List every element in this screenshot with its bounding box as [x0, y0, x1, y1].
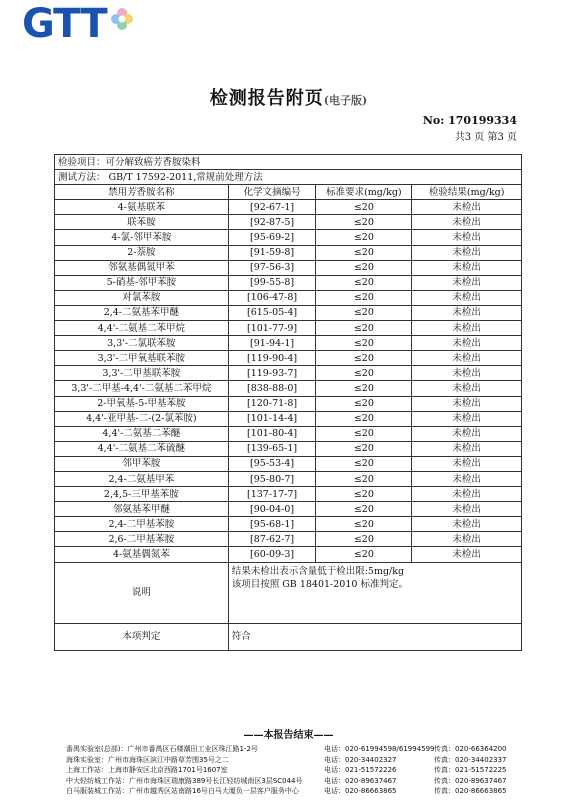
table-row	[55, 487, 522, 502]
cell-cas-number: [87-62-7]	[228, 532, 316, 547]
cell-result: 未检出	[412, 230, 522, 245]
cell-result: 未检出	[412, 517, 522, 532]
table-row	[55, 381, 522, 396]
cell-amine-name: 2,4-二氨基甲苯	[55, 471, 229, 486]
footer-phone: 电话：020-86663865	[324, 787, 397, 796]
footer-phone: 电话：021-51572226	[324, 766, 397, 775]
cell-cas-number: [120-71-8]	[228, 396, 316, 411]
results-table	[54, 154, 522, 651]
col-header-limit: 标准要求(mg/kg)	[316, 185, 412, 200]
cell-amine-name: 4,4'-二氨基二苯甲烷	[55, 321, 229, 336]
cell-result: 未检出	[412, 547, 522, 562]
cell-limit: ≤20	[316, 502, 412, 517]
cell-limit: ≤20	[316, 441, 412, 456]
cell-cas-number: [838-88-0]	[228, 381, 316, 396]
cell-limit: ≤20	[316, 487, 412, 502]
cell-result: 未检出	[412, 290, 522, 305]
col-header-result: 检验结果(mg/kg)	[412, 185, 522, 200]
test-item: 检验项目：可分解致癌芳香胺染料	[55, 155, 522, 170]
notes-content	[228, 562, 521, 623]
cell-amine-name: 4,4'-二氨基二苯醚	[55, 426, 229, 441]
company-logo	[22, 1, 135, 47]
cell-amine-name: 4,4'-亚甲基-二-(2-氯苯胺)	[55, 411, 229, 426]
cell-limit: ≤20	[316, 351, 412, 366]
cell-amine-name: 2,4-二氨基苯甲醚	[55, 305, 229, 320]
cell-result: 未检出	[412, 245, 522, 260]
cell-result: 未检出	[412, 351, 522, 366]
table-row	[55, 321, 522, 336]
cell-result: 未检出	[412, 321, 522, 336]
cell-cas-number: [92-67-1]	[228, 200, 316, 215]
cell-cas-number: [99-55-8]	[228, 275, 316, 290]
footer-fax: 传真：020-86663865	[434, 787, 507, 796]
table-row	[55, 396, 522, 411]
cell-cas-number: [95-53-4]	[228, 456, 316, 471]
cell-result: 未检出	[412, 381, 522, 396]
cell-amine-name: 2,4,5-三甲基苯胺	[55, 487, 229, 502]
footer-fax: 传真：020-89637467	[434, 776, 507, 785]
cell-cas-number: [615-05-4]	[228, 305, 316, 320]
cell-cas-number: [137-17-7]	[228, 487, 316, 502]
table-row	[55, 502, 522, 517]
table-row	[55, 366, 522, 381]
logo-flower-icon	[109, 6, 135, 32]
cell-amine-name: 4-氨基联苯	[55, 200, 229, 215]
cell-limit: ≤20	[316, 471, 412, 486]
table-row	[55, 245, 522, 260]
cell-cas-number: [90-04-0]	[228, 502, 316, 517]
notes-label: 说明	[55, 562, 229, 623]
footer-address: 白马服装城工作站：广州市越秀区站南路16号白马大厦负一层客户服务中心	[66, 787, 299, 796]
table-row	[55, 305, 522, 320]
cell-result: 未检出	[412, 441, 522, 456]
cell-amine-name: 2,4-二甲基苯胺	[55, 517, 229, 532]
notes-line-2: 该项目按照 GB 18401-2010 标准判定。	[231, 578, 408, 590]
cell-cas-number: [95-69-2]	[228, 230, 316, 245]
cell-limit: ≤20	[316, 275, 412, 290]
cell-amine-name: 3,3'-二甲氧基联苯胺	[55, 351, 229, 366]
cell-cas-number: [91-59-8]	[228, 245, 316, 260]
cell-cas-number: [139-65-1]	[228, 441, 316, 456]
footer-contacts	[66, 744, 536, 797]
footer-line	[66, 744, 536, 755]
report-end-text: ——本报告结束——	[243, 730, 334, 741]
table-row	[55, 411, 522, 426]
cell-limit: ≤20	[316, 426, 412, 441]
cell-limit: ≤20	[316, 517, 412, 532]
footer-address: 上海工作站：上海市静安区北京西路1701号1607室	[66, 766, 228, 775]
test-method: 测试方法： GB/T 17592-2011,常规前处理方法	[55, 170, 522, 185]
table-row	[55, 471, 522, 486]
table-row	[55, 260, 522, 275]
cell-cas-number: [95-68-1]	[228, 517, 316, 532]
cell-limit: ≤20	[316, 305, 412, 320]
notes-line-1: 结果未检出表示含量低于检出限:5mg/kg	[231, 565, 405, 577]
cell-limit: ≤20	[316, 532, 412, 547]
cell-limit: ≤20	[316, 411, 412, 426]
cell-cas-number: [119-93-7]	[228, 366, 316, 381]
footer-line	[66, 755, 536, 766]
footer-line	[66, 776, 536, 787]
report-number: No: 170199334	[422, 114, 517, 127]
cell-amine-name: 4-氨基偶氮苯	[55, 547, 229, 562]
footer-fax: 传真：020-66364200	[434, 745, 507, 753]
cell-cas-number: [91-94-1]	[228, 336, 316, 351]
footer-phone: 电话：020-89637467	[324, 776, 397, 785]
cell-limit: ≤20	[316, 381, 412, 396]
cell-result: 未检出	[412, 532, 522, 547]
table-row	[55, 215, 522, 230]
cell-limit: ≤20	[316, 215, 412, 230]
cell-limit: ≤20	[316, 290, 412, 305]
col-header-cas: 化学文摘编号	[228, 185, 316, 200]
cell-cas-number: [101-80-4]	[228, 426, 316, 441]
cell-result: 未检出	[412, 366, 522, 381]
cell-limit: ≤20	[316, 336, 412, 351]
cell-result: 未检出	[412, 411, 522, 426]
table-row	[55, 517, 522, 532]
cell-limit: ≤20	[316, 321, 412, 336]
cell-cas-number: [119-90-4]	[228, 351, 316, 366]
cell-cas-number: [92-87-5]	[228, 215, 316, 230]
col-header-name: 禁用芳香胺名称	[55, 185, 229, 200]
cell-result: 未检出	[412, 456, 522, 471]
logo-text: GTT	[22, 1, 107, 47]
cell-limit: ≤20	[316, 200, 412, 215]
verdict-value: 符合	[228, 623, 521, 650]
info-row-item	[55, 155, 522, 170]
cell-amine-name: 3,3'-二甲基联苯胺	[55, 366, 229, 381]
cell-limit: ≤20	[316, 456, 412, 471]
table-row	[55, 547, 522, 562]
cell-amine-name: 5-硝基-邻甲苯胺	[55, 275, 229, 290]
table-row	[55, 426, 522, 441]
cell-limit: ≤20	[316, 366, 412, 381]
cell-amine-name: 2,6-二甲基苯胺	[55, 532, 229, 547]
cell-amine-name: 2-萘胺	[55, 245, 229, 260]
cell-result: 未检出	[412, 487, 522, 502]
cell-result: 未检出	[412, 305, 522, 320]
cell-amine-name: 2-甲氧基-5-甲基苯胺	[55, 396, 229, 411]
footer-address: 海珠实验室：广州市海珠区滨江中路草芳围35号之二	[66, 755, 229, 764]
cell-result: 未检出	[412, 215, 522, 230]
table-row	[55, 336, 522, 351]
verdict-label: 本项判定	[55, 623, 229, 650]
table-row	[55, 275, 522, 290]
cell-cas-number: [101-14-4]	[228, 411, 316, 426]
cell-limit: ≤20	[316, 230, 412, 245]
page-info: 共3 页 第3 页	[454, 132, 517, 143]
footer-fax: 传真：021-51572225	[434, 766, 507, 775]
cell-limit: ≤20	[316, 396, 412, 411]
cell-amine-name: 4,4'-二氨基二苯硫醚	[55, 441, 229, 456]
cell-result: 未检出	[412, 275, 522, 290]
cell-amine-name: 4-氯-邻甲苯胺	[55, 230, 229, 245]
cell-limit: ≤20	[316, 547, 412, 562]
footer-line	[66, 765, 536, 776]
cell-amine-name: 邻氨基偶氮甲苯	[55, 260, 229, 275]
notes-row	[55, 562, 522, 623]
cell-amine-name: 3,3'-二氯联苯胺	[55, 336, 229, 351]
cell-cas-number: [97-56-3]	[228, 260, 316, 275]
cell-amine-name: 3,3'-二甲基-4,4'-二氨基二苯甲烷	[55, 381, 229, 396]
footer-phone: 电话：020-34402327	[324, 755, 397, 764]
header-row	[55, 185, 522, 200]
verdict-row	[55, 623, 522, 650]
cell-limit: ≤20	[316, 245, 412, 260]
footer-fax: 传真：020-34402337	[434, 755, 507, 764]
table-row	[55, 230, 522, 245]
footer-phone: 电话：020-61994598/61994599	[324, 745, 435, 753]
title-subtitle: (电子版)	[323, 94, 368, 107]
table-row	[55, 441, 522, 456]
cell-result: 未检出	[412, 396, 522, 411]
cell-result: 未检出	[412, 260, 522, 275]
cell-result: 未检出	[412, 426, 522, 441]
cell-amine-name: 对氯苯胺	[55, 290, 229, 305]
title-main: 检测报告附页	[209, 88, 324, 109]
footer-address: 中大轻纺城工作站：广州市海珠区瑞康路389号长江轻纺城南区3层SC044号	[66, 776, 303, 785]
cell-cas-number: [106-47-8]	[228, 290, 316, 305]
cell-amine-name: 邻甲苯胺	[55, 456, 229, 471]
page-title	[0, 84, 577, 110]
info-row-method	[55, 170, 522, 185]
cell-cas-number: [95-80-7]	[228, 471, 316, 486]
table-row	[55, 532, 522, 547]
table-row	[55, 456, 522, 471]
cell-result: 未检出	[412, 502, 522, 517]
cell-result: 未检出	[412, 336, 522, 351]
cell-result: 未检出	[412, 200, 522, 215]
cell-amine-name: 邻氨基苯甲醚	[55, 502, 229, 517]
table-row	[55, 351, 522, 366]
cell-amine-name: 联苯胺	[55, 215, 229, 230]
cell-limit: ≤20	[316, 260, 412, 275]
table-row	[55, 200, 522, 215]
cell-result: 未检出	[412, 471, 522, 486]
cell-cas-number: [60-09-3]	[228, 547, 316, 562]
footer-line	[66, 786, 536, 797]
cell-cas-number: [101-77-9]	[228, 321, 316, 336]
footer-address: 番禺实验室(总部)：广州市番禺区石楼潮田工业区珠江路1-2号	[66, 745, 258, 753]
table-row	[55, 290, 522, 305]
